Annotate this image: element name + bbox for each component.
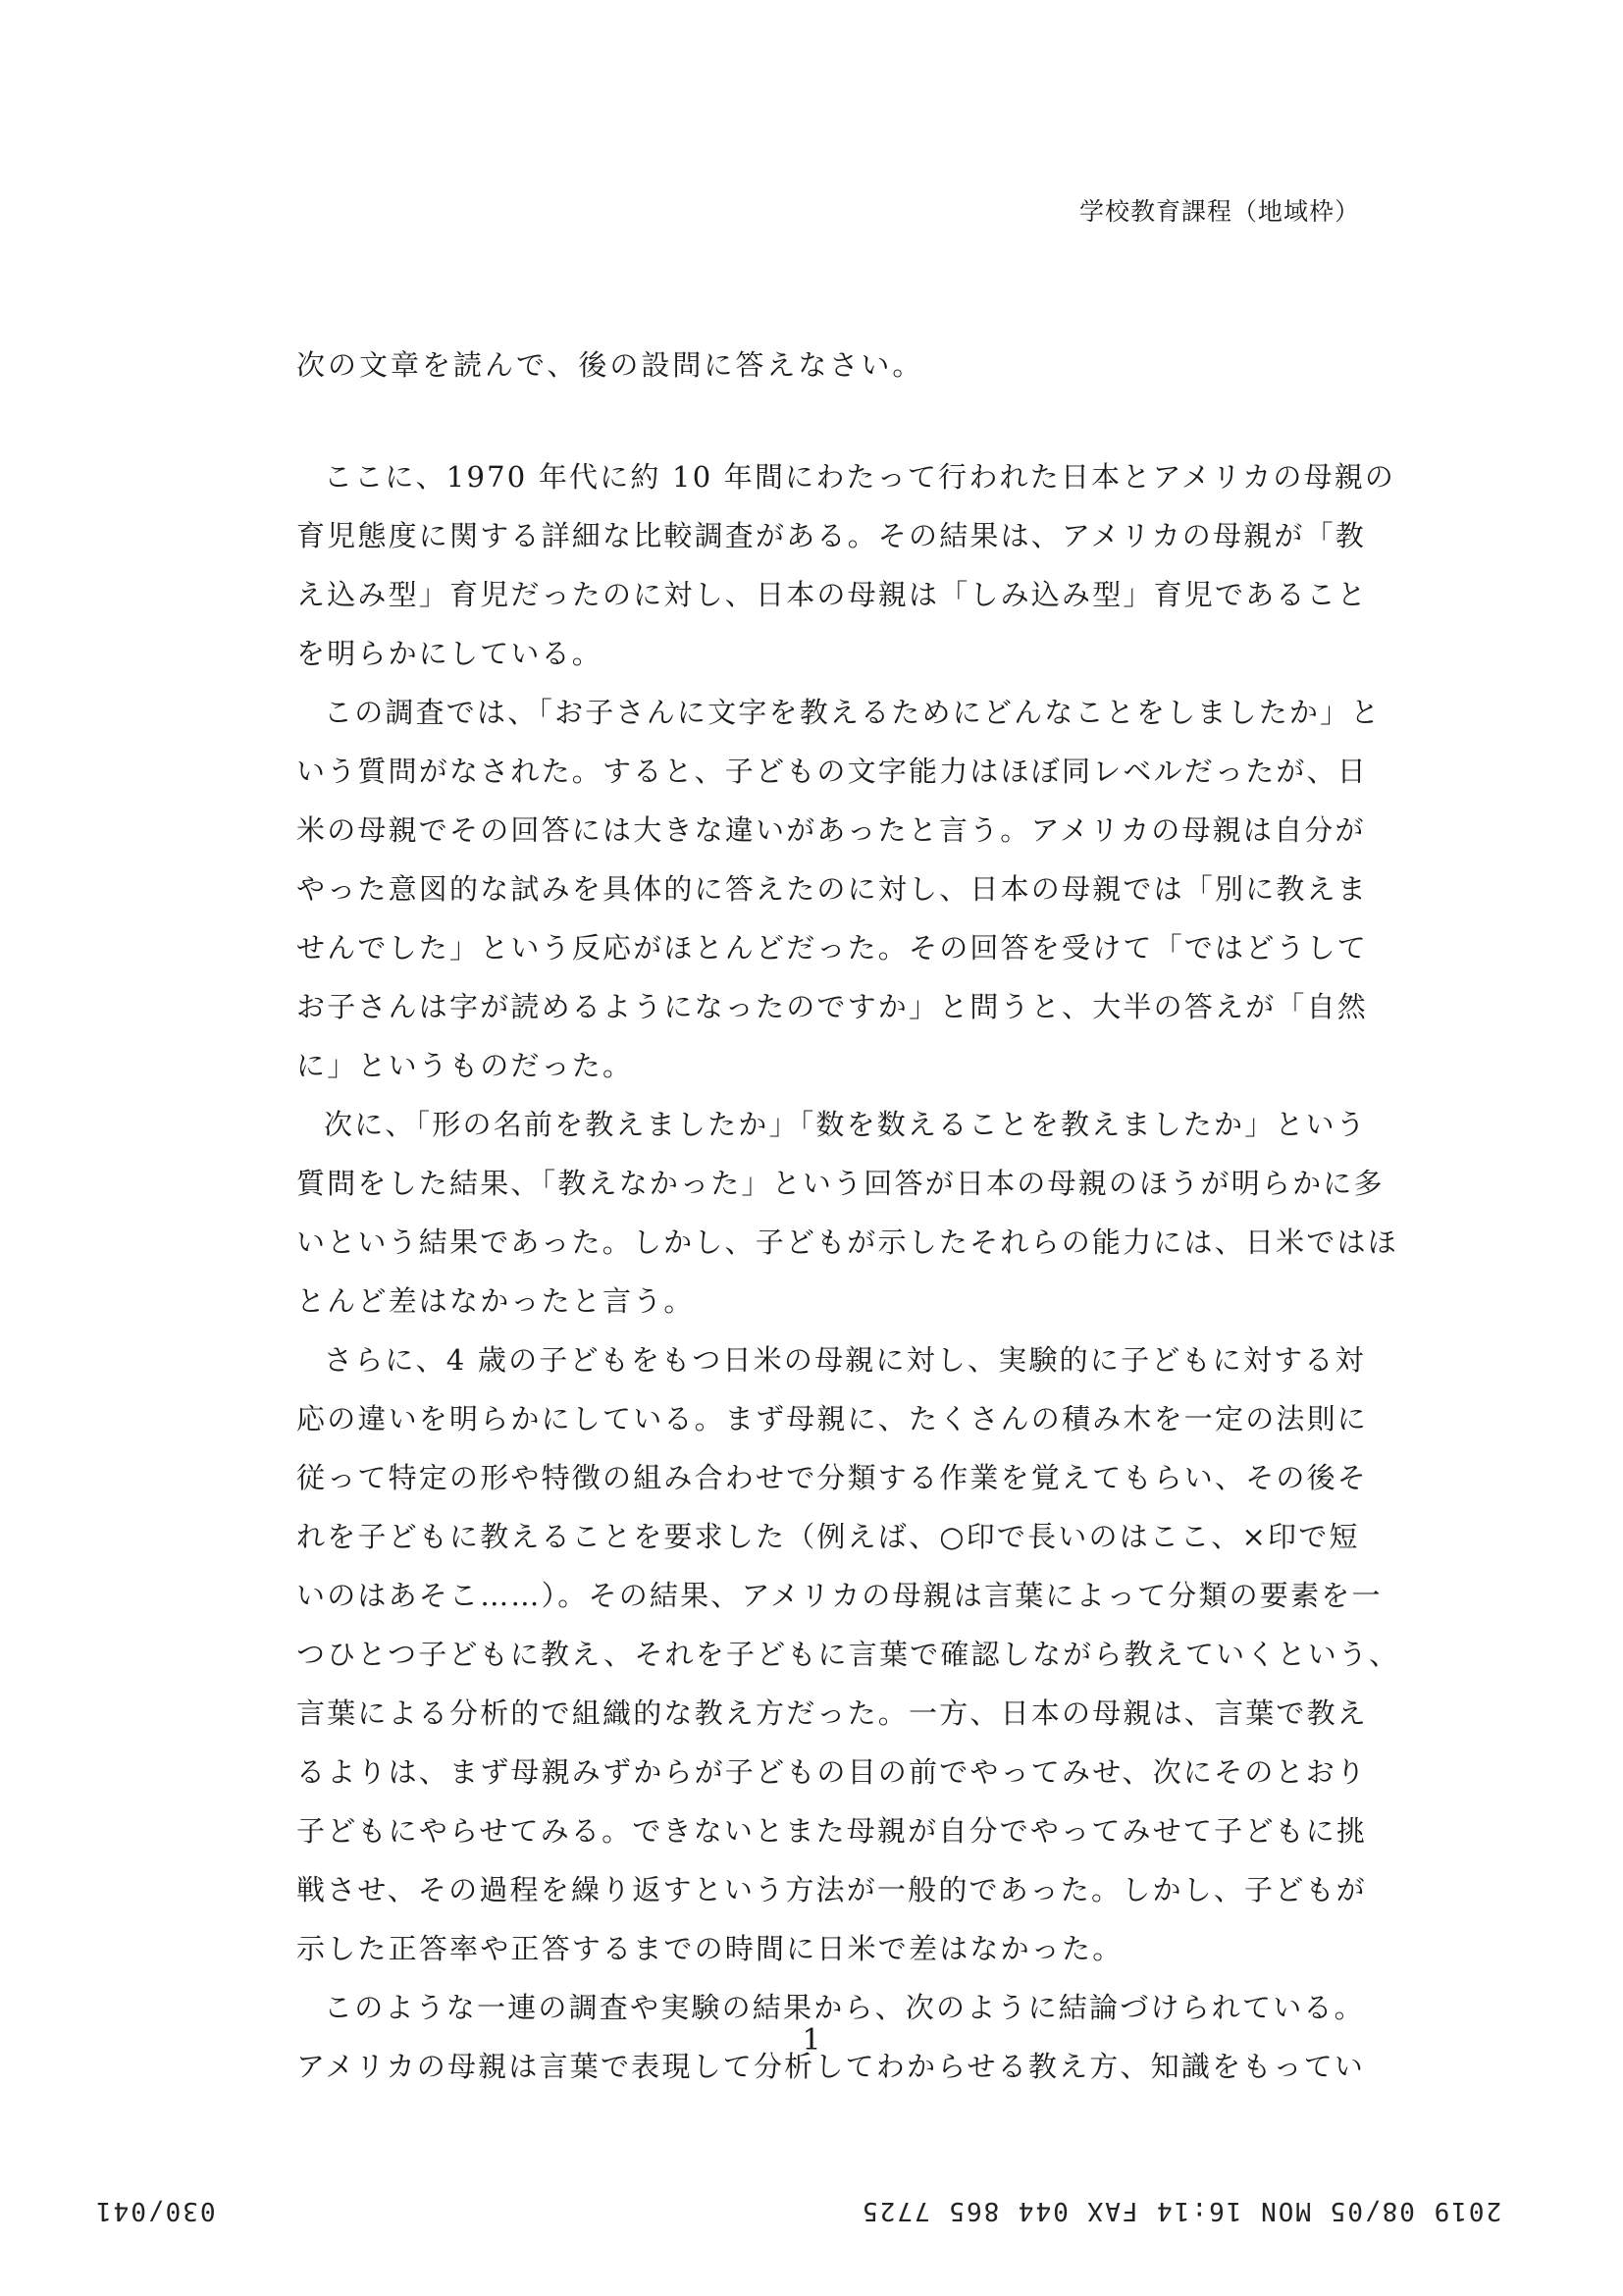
passage-line: アメリカの母親は言葉で表現して分析してわからせる教え方、知識をもってい — [296, 2050, 1366, 2083]
passage-line: やった意図的な試みを具体的に答えたのに対し、日本の母親では「別に教えま — [296, 872, 1369, 906]
passage-line: いという結果であった。しかし、子どもが示したそれらの能力には、日米ではほ — [296, 1226, 1398, 1259]
fax-timestamp: 2019 08/05 MON 16:14 FAX 044 865 7725 — [860, 2196, 1501, 2225]
passage-line: せんでした」という反応がほとんどだった。その回答を受けて「ではどうして — [296, 931, 1369, 965]
passage-line: 従って特定の形や特徴の組み合わせで分類する作業を覚えてもらい、その後そ — [296, 1461, 1369, 1494]
passage-line: 示した正答率や正答するまでの時間に日米で差はなかった。 — [296, 1932, 1124, 1965]
passage-line: さらに、4 歳の子どもをもつ日米の母親に対し、実験的に子どもに対する対 — [324, 1343, 1366, 1377]
passage-line: 応の違いを明らかにしている。まず母親に、たくさんの積み木を一定の法則に — [296, 1402, 1369, 1435]
passage-line: に」というものだった。 — [296, 1049, 634, 1082]
passage-line: ここに、1970 年代に約 10 年間にわたって行われた日本とアメリカの母親の — [324, 460, 1396, 494]
passage-body — [296, 447, 1400, 2096]
page-number: 1 — [802, 2023, 821, 2058]
passage-line: いう質問がなされた。すると、子どもの文字能力はほぼ同レベルだったが、日 — [296, 755, 1369, 788]
passage-line: 米の母親でその回答には大きな違いがあったと言う。アメリカの母親は自分が — [296, 813, 1366, 847]
passage-line: このような一連の調査や実験の結果から、次のように結論づけられている。 — [324, 1991, 1365, 2024]
passage-line: るよりは、まず母親みずからが子どもの目の前でやってみせ、次にそのとおり — [296, 1755, 1368, 1789]
passage-line: 質問をした結果、「教えなかった」という回答が日本の母親のほうが明らかに多 — [296, 1167, 1385, 1200]
passage-line: れを子どもに教えることを要求した（例えば、○印で長いのはここ、×印で短 — [296, 1520, 1360, 1553]
passage-line: この調査では、「お子さんに文字を教えるためにどんなことをしましたか」と — [324, 696, 1382, 729]
passage-line: 言葉による分析的で組織的な教え方だった。一方、日本の母親は、言葉で教え — [296, 1696, 1369, 1730]
passage-line: 育児態度に関する詳細な比較調査がある。その結果は、アメリカの母親が「教 — [296, 519, 1366, 552]
fax-page-count: 030/041 — [94, 2196, 216, 2225]
passage-line: え込み型」育児だったのに対し、日本の母親は「しみ込み型」育児であること — [296, 578, 1369, 611]
subject-label: 学校教育課程（地域枠） — [1078, 197, 1360, 226]
passage-line: 子どもにやらせてみる。できないとまた母親が自分でやってみせて子どもに挑 — [296, 1814, 1368, 1848]
passage-line: いのはあそこ……）。その結果、アメリカの母親は言葉によって分類の要素を一 — [296, 1579, 1383, 1612]
passage-line: を明らかにしている。 — [296, 637, 603, 670]
passage-line: とんど差はなかったと言う。 — [296, 1284, 695, 1318]
passage-line: 次に、「形の名前を教えましたか」「数を数えることを教えましたか」という — [324, 1108, 1368, 1141]
passage-line: つひとつ子どもに教え、それを子どもに言葉で確認しながら教えていくという、 — [296, 1638, 1400, 1671]
passage-line: 戦させ、その過程を繰り返すという方法が一般的であった。しかし、子どもが — [296, 1873, 1367, 1906]
instruction-text: 次の文章を読んで、後の設問に答えなさい。 — [296, 348, 924, 382]
passage-line: お子さんは字が読めるようになったのですか」と問うと、大半の答えが「自然 — [296, 990, 1369, 1023]
